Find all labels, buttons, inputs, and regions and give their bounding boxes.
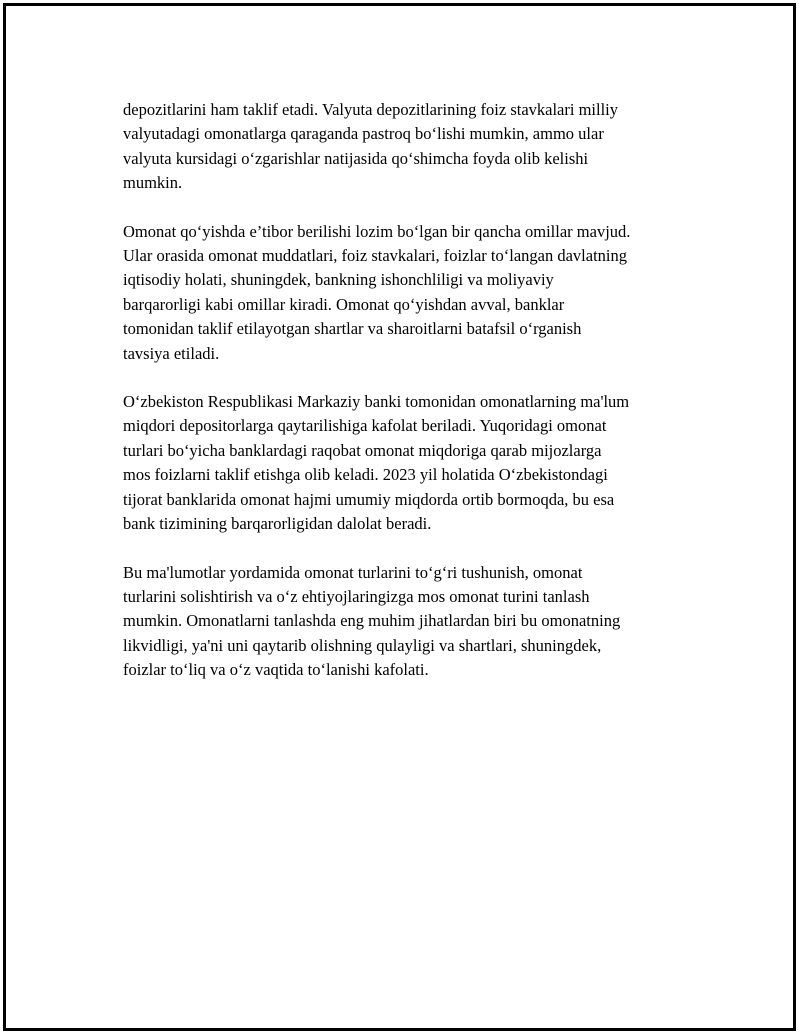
paragraph-4 xyxy=(123,561,698,683)
text-line: tavsiya etiladi. xyxy=(123,343,220,363)
text-line: depozitlarini ham taklif etadi. Valyuta depozitlarining foiz stavkalari milliy xyxy=(123,100,619,119)
page-frame xyxy=(3,3,796,1031)
text-line: Bu ma'lumotlar yordamida omonat turlarini to‘g‘ri tushunish, omonat xyxy=(123,562,583,582)
paragraph-3 xyxy=(123,390,698,536)
text-line: mumkin. xyxy=(123,173,183,193)
text-line: O‘zbekiston Respublikasi Markaziy banki tomonidan omonatlarning ma'lum xyxy=(123,392,630,412)
text-line: tomonidan taklif etilayotgan shartlar va sharoitlarni batafsil o‘rganish xyxy=(123,319,582,339)
text-line: iqtisodiy holati, shuningdek, bankning ishonchliligi va moliyaviy xyxy=(123,270,554,290)
paragraph-2 xyxy=(123,220,698,366)
text-line: turlari bo‘yicha banklardagi raqobat omonat miqdoriga qarab mijozlarga xyxy=(123,440,602,460)
text-line: tijorat banklarida omonat hajmi umumiy miqdorda ortib bormoqda, bu esa xyxy=(123,489,615,509)
text-line: barqarorligi kabi omillar kiradi. Omonat qo‘yishdan avval, banklar xyxy=(123,294,565,314)
text-line: mos foizlarni taklif etishga olib keladi. 2023 yil holatida O‘zbekistondagi xyxy=(123,465,608,485)
document-body xyxy=(123,98,698,707)
text-line: bank tizimining barqarorligidan dalolat beradi. xyxy=(123,514,432,534)
text-line: likvidligi, ya'ni uni qaytarib olishning qulayligi va shartlari, shuningdek, xyxy=(123,635,602,655)
paragraph-1 xyxy=(123,98,698,196)
text-line: Omonat qo‘yishda e’tibor berilishi lozim bo‘lgan bir qancha omillar mavjud. xyxy=(123,221,631,241)
text-line: mumkin. Omonatlarni tanlashda eng muhim jihatlardan biri bu omonatning xyxy=(123,611,621,631)
text-line: valyuta kursidagi o‘zgarishlar natijasida qo‘shimcha foyda olib kelishi xyxy=(123,148,589,168)
text-line: turlarini solishtirish va o‘z ehtiyojlaringizga mos omonat turini tanlash xyxy=(123,586,590,606)
text-line: Ular orasida omonat muddatlari, foiz stavkalari, foizlar to‘langan davlatning xyxy=(123,246,627,266)
text-line: valyutadagi omonatlarga qaraganda pastroq bo‘lishi mumkin, ammo ular xyxy=(123,124,604,144)
text-line: miqdori depositorlarga qaytarilishiga kafolat beriladi. Yuqoridagi omonat xyxy=(123,416,607,436)
text-line: foizlar to‘liq va o‘z vaqtida to‘lanishi kafolati. xyxy=(123,660,429,680)
